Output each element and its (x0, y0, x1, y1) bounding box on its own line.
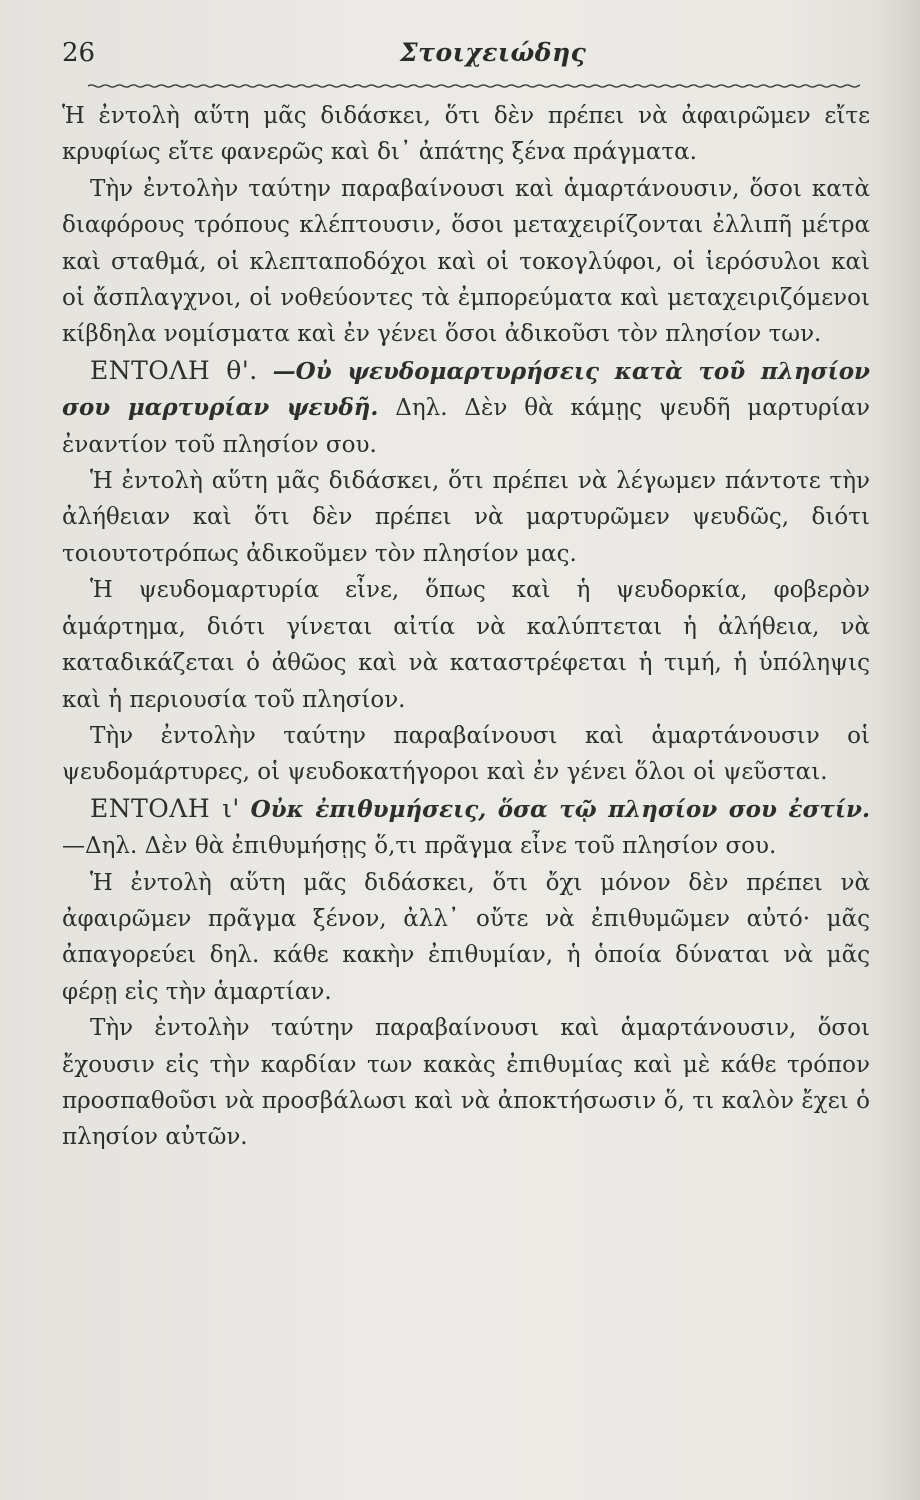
paragraph-9: Τὴν ἐντολὴν ταύτην παραβαίνουσι καὶ ἁμαρτάνουσιν, ὅσοι ἔχουσιν εἰς τὴν καρδίαν των κακὰς ἐπιθυμίας καὶ μὲ κάθε τρόπον προσπαθοῦσι νὰ προσβάλωσι καὶ νὰ ἀποκτήσωσιν ὅ, τι καλὸν ἔχει ὁ πλησίον αὐτῶν. (62, 1015, 870, 1151)
commandment-9-quote: —Οὐ ψευδομαρτυρήσεις κατὰ τοῦ πλησίον σου μαρτυρίαν ψευδῆ. (62, 357, 870, 422)
paragraph-4: Ἡ ἐντολὴ αὕτη μᾶς διδάσκει, ὅτι πρέπει νὰ λέγωμεν πάντοτε τὴν ἀλήθειαν καὶ ὅτι δὲν πρέπει νὰ μαρτυρῶμεν ψευδῶς, διότι τοιουτοτρόπως ἀδικοῦμεν τὸν πλησίον μας. (62, 468, 870, 567)
commandment-10-quote: Οὐκ ἐπιθυμήσεις, ὅσα τῷ πλησίον σου ἐστίν. (250, 795, 871, 823)
paragraph-8: Ἡ ἐντολὴ αὕτη μᾶς διδάσκει, ὅτι ὄχι μόνον δὲν πρέπει νὰ ἀφαιρῶμεν πρᾶγμα ξένον, ἀλλ᾽ οὔτε νὰ ἐπιθυμῶμεν αὐτό· μᾶς ἀπαγορεύει δηλ. κάθε κακὴν ἐπιθυμίαν, ἡ ὁποία δύναται νὰ μᾶς φέρῃ εἰς τὴν ἁμαρτίαν. (62, 869, 870, 1005)
commandment-9-label: ΕΝΤΟΛΗ θ'. (90, 355, 258, 385)
page-header (62, 38, 862, 78)
page-edge-shadow (880, 0, 920, 1500)
paragraph-5: Ἡ ψευδομαρτυρία εἶνε, ὅπως καὶ ἡ ψευδορκία, φοβερὸν ἁμάρτημα, διότι γίνεται αἰτία νὰ καλύπτεται ἡ ἀλήθεια, νὰ καταδικάζεται ὁ ἀθῶος καὶ νὰ καταστρέφεται ἡ τιμή, ἡ ὑπόληψις καὶ ἡ περιουσία τοῦ πλησίον. (62, 577, 870, 713)
header-wavy-rule (88, 82, 860, 90)
body-text (62, 98, 870, 1156)
commandment-10-explanation: —Δηλ. Δὲν θὰ ἐπιθυμήσῃς ὅ,τι πρᾶγμα εἶνε τοῦ πλησίον σου. (62, 833, 777, 860)
commandment-10 (62, 791, 870, 865)
commandment-10-label: ΕΝΤΟΛΗ ι' (90, 793, 240, 823)
commandment-9-explanation: Δηλ. Δὲν θὰ κάμῃς ψευδῆ μαρτυρίαν ἐναντίον τοῦ πλησίον σου. (62, 395, 871, 458)
running-head: Στοιχειώδης (400, 38, 587, 67)
commandment-9 (62, 353, 870, 463)
paragraph-2: Τὴν ἐντολὴν ταύτην παραβαίνουσι καὶ ἁμαρτάνουσιν, ὅσοι κατὰ διαφόρους τρόπους κλέπτουσιν, ὅσοι μεταχειρίζονται ἐλλιπῆ μέτρα καὶ σταθμά, οἱ κλεπταποδόχοι καὶ οἱ τοκογλύφοι, οἱ ἱερόσυλοι καὶ οἱ ἄσπλαγχνοι, οἱ νοθεύοντες τὰ ἐμπορεύματα καὶ μεταχειριζόμενοι κίβδηλα νομίσματα καὶ ἐν γένει ὅσοι ἀδικοῦσι τὸν πλησίον των. (62, 175, 870, 348)
paragraph-1: Ἡ ἐντολὴ αὕτη μᾶς διδάσκει, ὅτι δὲν πρέπει νὰ ἀφαιρῶμεν εἴτε κρυφίως εἴτε φανερῶς καὶ δι᾽ ἀπάτης ξένα πράγματα. (62, 103, 870, 166)
paragraph-6: Τὴν ἐντολὴν ταύτην παραβαίνουσι καὶ ἁμαρτάνουσιν οἱ ψευδομάρτυρες, οἱ ψευδοκατήγοροι καὶ ἐν γένει ὅλοι οἱ ψεῦσται. (62, 722, 870, 786)
page-number: 26 (62, 38, 96, 68)
